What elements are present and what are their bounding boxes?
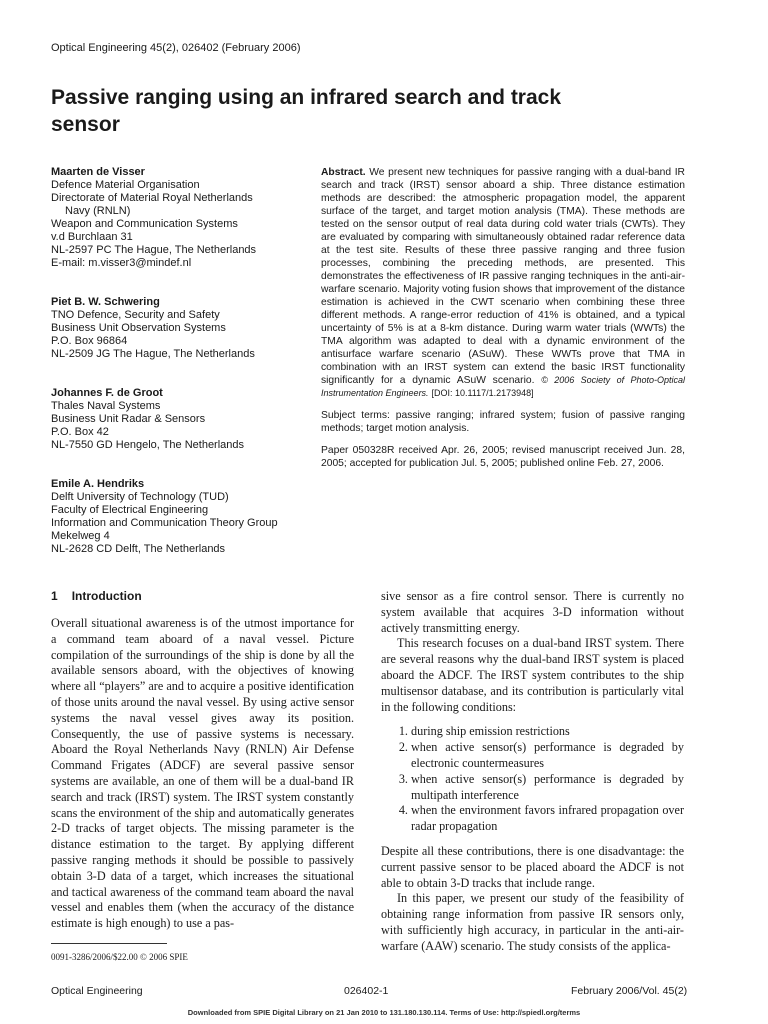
conditions-list xyxy=(381,724,684,835)
affiliation-line: Directorate of Material Royal Netherlands xyxy=(51,192,253,204)
abstract-copyright: © 2006 Society of Photo-Optical Instrumentation Engineers. xyxy=(321,375,685,398)
affiliation-line: Business Unit Observation Systems xyxy=(51,322,226,334)
affiliation-line: TNO Defence, Security and Safety xyxy=(51,309,220,321)
author-name: Piet B. W. Schwering xyxy=(51,296,160,308)
footer-journal: Optical Engineering xyxy=(51,985,143,997)
body-paragraph: Despite all these contributions, there is one disadvantage: the current passive sensor to be placed aboard the ADCF is not able to obtain 3-D tracks that include range. xyxy=(381,843,684,890)
footer-issue: February 2006/Vol. 45(2) xyxy=(571,985,688,997)
affiliation-line: Navy (RNLN) xyxy=(65,205,131,217)
affiliation-line: NL-2509 JG The Hague, The Netherlands xyxy=(51,348,255,360)
affiliation-line: P.O. Box 42 xyxy=(51,426,109,438)
journal-reference: Optical Engineering 45(2), 026402 (February 2006) xyxy=(51,42,301,54)
affiliation-line: NL-2628 CD Delft, The Netherlands xyxy=(51,543,226,555)
affiliation-line: Defence Material Organisation xyxy=(51,179,200,191)
author-block xyxy=(51,478,311,556)
download-notice: Downloaded from SPIE Digital Library on 21 Jan 2010 to 131.180.130.114. Terms of Use: http://spiedl.org/terms xyxy=(187,1008,581,1017)
affiliation-line: Faculty of Electrical Engineering xyxy=(51,504,209,516)
affiliation-line: Business Unit Radar & Sensors xyxy=(51,413,206,425)
paper-history: Paper 050328R received Apr. 26, 2005; revised manuscript received Jun. 28, 2005; accepted for publication Jul. 5, 2005; published online Feb. 27, 2006. xyxy=(321,445,685,469)
affiliation-line: Weapon and Communication Systems xyxy=(51,218,238,230)
author-affiliations xyxy=(51,166,311,582)
affiliation-line: Thales Naval Systems xyxy=(51,400,161,412)
affiliation-line: v.d Burchlaan 31 xyxy=(51,231,133,243)
author-block xyxy=(51,387,311,452)
abstract-doi: [DOI: 10.1117/1.2173948] xyxy=(431,388,534,398)
body-paragraph: This research focuses on a dual-band IRST system. There are several reasons why the dual-band IRST system is placed aboard the ADCF. The IRST system contributes to the ship multisensor database, and its contribution is particularly vital in the following conditions: xyxy=(381,636,684,714)
abstract xyxy=(321,166,685,479)
abstract-body xyxy=(321,166,685,400)
footer-page-number: 026402-1 xyxy=(344,985,389,997)
section-number: 1 xyxy=(51,589,58,603)
affiliation-line: Information and Communication Theory Group xyxy=(51,517,278,529)
author-block xyxy=(51,296,311,361)
author-name: Johannes F. de Groot xyxy=(51,387,163,399)
list-item: 3. when active sensor(s) performance is degraded by multipath interference xyxy=(411,772,684,804)
section-heading xyxy=(51,589,142,603)
author-name: Maarten de Visser xyxy=(51,166,145,178)
body-paragraph: sive sensor as a fire control sensor. There is currently no system available that acquires 3-D information without actively transmitting energy. xyxy=(381,589,684,635)
affiliation-line: Delft University of Technology (TUD) xyxy=(51,491,229,503)
section-title: Introduction xyxy=(71,589,142,603)
abstract-text: We present new techniques for passive ranging with a dual-band IR search and track (IRST) sensor aboard a ship. Three distance estimation methods are described: the atmospheric propagation model, the apparent surface of the target, and target motion analysis (TMA). These methods are tested on the sensor output of real data during cold water trials (CWTs). They are evaluated by comparing with simultaneously obtained radar reference data at the test site. Results of these three passive ranging and three fusion processes, combining the preceding methods, are presented. This demonstrates the effectiveness of IR passive ranging techniques in the anti-air-warfare scenario. Majority voting fusion shows that improvement of the distance estimation is achieved in the CWT scenario when combining these three different methods. A range-error reduction of 41% is obtained, and a typical uncertainty of 5% is at a 8-km distance. During warm water trials (WWTs) the TMA algorithm was adapted to deal with a dynamic environment of the antisurface warfare scenario (ASuW). These WWTs prove that TMA in combination with an IRST system can extend the basic IRST functionality significantly for a dynamic ASuW scenario. xyxy=(321,167,685,386)
author-name: Emile A. Hendriks xyxy=(51,478,145,490)
body-right-column xyxy=(381,589,684,955)
author-email: E-mail: m.visser3@mindef.nl xyxy=(51,257,192,269)
list-item: 4. when the environment favors infrared propagation over radar propagation xyxy=(411,803,684,835)
affiliation-line: NL-7550 GD Hengelo, The Netherlands xyxy=(51,439,245,451)
paper-title: Passive ranging using an infrared search and track sensor xyxy=(51,86,562,136)
body-paragraph: Overall situational awareness is of the utmost importance for a command team aboard of a naval vessel. Picture compilation of the surroundings of the ship is done by all the available sensors aboard, with the objectives of knowing where all “players” are and to acquire a positive identification of those units around the naval vessel. By using active sensor systems the naval vessel gives away its position. Consequently, the use of passive systems is necessary. Aboard the Royal Netherlands Navy (RNLN) Air Defense Command Frigates (ADCF) are several passive sensor systems are available, an one of them will be a dual-band IR search and track (IRST) system. The IRST system constantly scans the environment of the ship and automatically generates 2-D tracks of target objects. The missing parameter is the distance estimation to the target. By applying different passive ranging methods it should be possible to passively obtain 3-D data of a target, which increases the situational and tactical awareness of the command team aboard the naval vessel and enables them (when the accuracy of the distance estimate is high enough) to use a pas- xyxy=(51,616,354,931)
footnote: 0091-3286/2006/$22.00 © 2006 SPIE xyxy=(51,952,188,962)
subject-terms: Subject terms: passive ranging; infrared system; fusion of passive ranging methods; target motion analysis. xyxy=(321,410,685,434)
list-item: 1. during ship emission restrictions xyxy=(411,724,684,740)
affiliation-line: Mekelweg 4 xyxy=(51,530,110,542)
body-paragraph: In this paper, we present our study of the feasibility of obtaining range information from passive IR sensors only, with sufficiently high accuracy, in particular in the anti-air-warfare (AAW) scenario. The study consists of the applica- xyxy=(381,891,684,953)
list-item: 2. when active sensor(s) performance is degraded by electronic countermeasures xyxy=(411,740,684,772)
affiliation-line: NL-2597 PC The Hague, The Netherlands xyxy=(51,244,257,256)
body-left-column xyxy=(51,616,354,932)
affiliation-line: P.O. Box 96864 xyxy=(51,335,128,347)
abstract-label: Abstract. xyxy=(321,167,366,178)
author-block xyxy=(51,166,311,270)
footnote-divider xyxy=(51,943,167,944)
